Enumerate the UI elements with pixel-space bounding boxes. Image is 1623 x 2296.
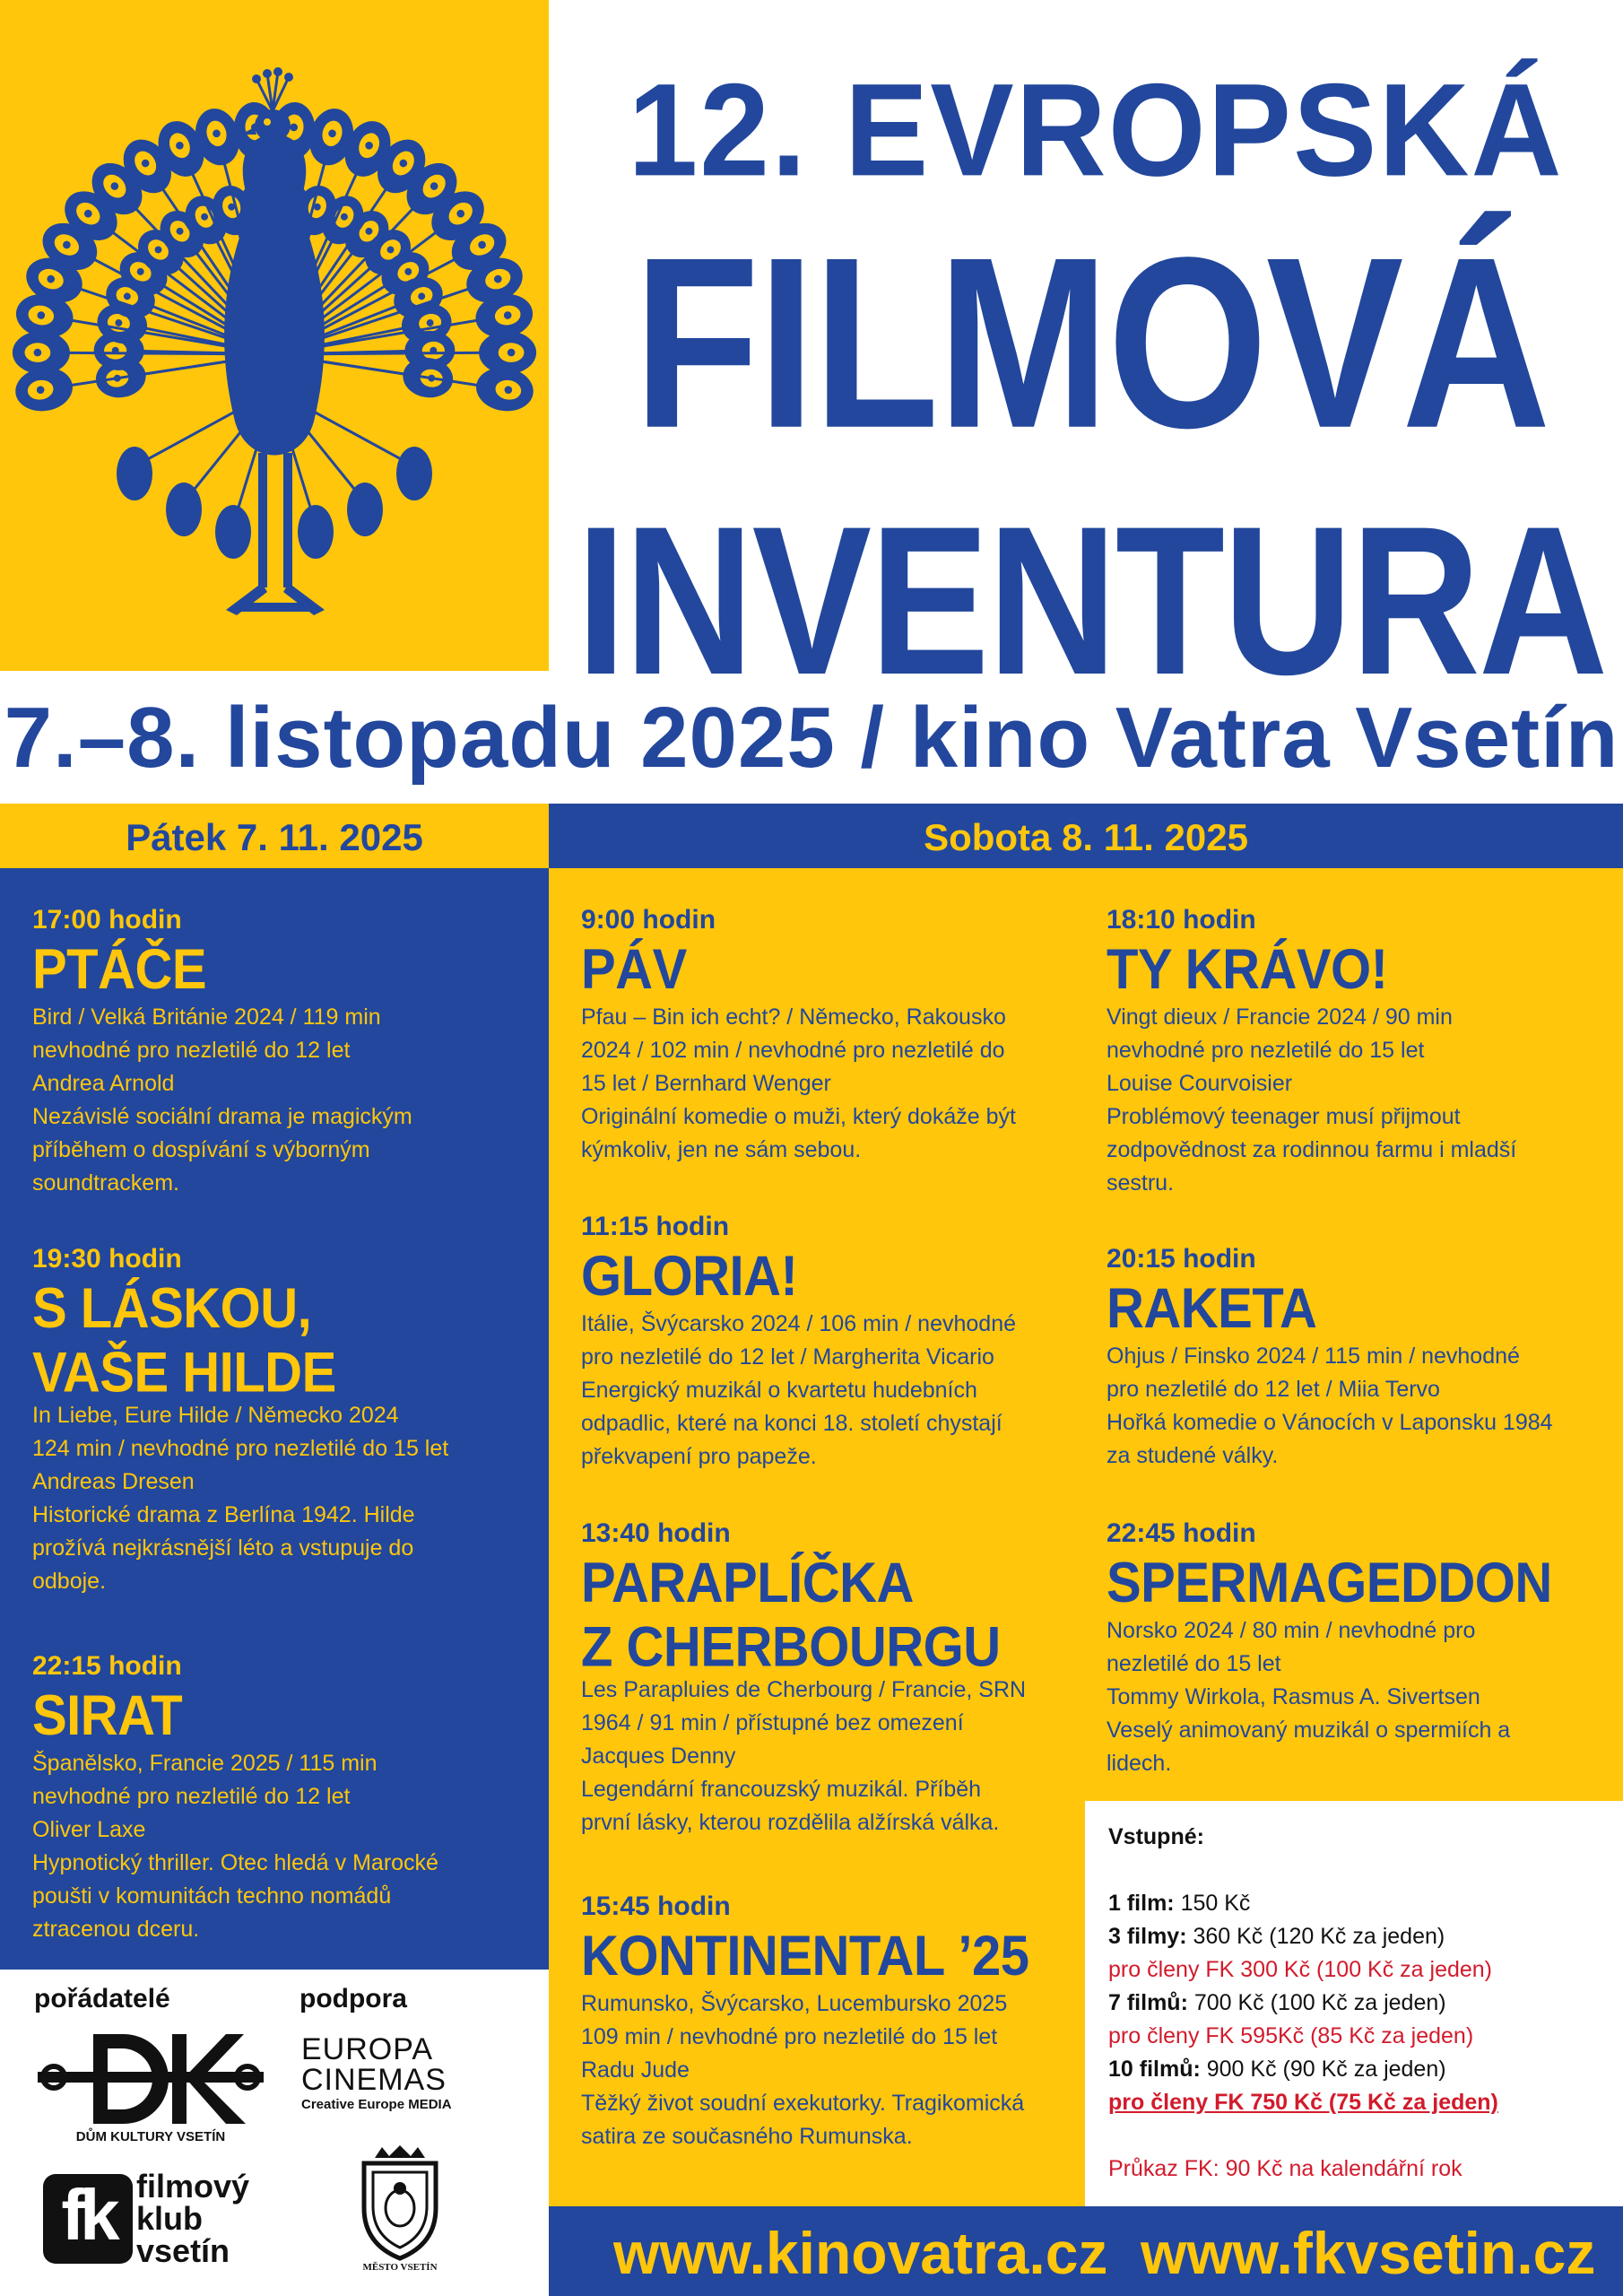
fkvsetin-link[interactable]: www.fkvsetin.cz	[1141, 2220, 1596, 2286]
saturday-header: Sobota 8. 11. 2025	[549, 804, 1623, 868]
film-title: KONTINENTAL ’25	[581, 1925, 1029, 1988]
film-info-line: Andreas Dresen	[32, 1469, 195, 1494]
film-gloria	[581, 1211, 1016, 1474]
film-info-line: soundtrackem.	[32, 1170, 179, 1196]
film-title: TY KRÁVO!	[1107, 938, 1388, 1002]
film-info-line: odpadlic, které na konci 18. století chystají	[581, 1411, 1002, 1436]
film-info	[1107, 1001, 1516, 1200]
film-s-laskou-vase-hilde	[32, 1243, 448, 1598]
film-info-line: In Liebe, Eure Hilde / Německo 2024	[32, 1403, 399, 1428]
film-info-line: prožívá nejkrásnější léto a vstupuje do	[32, 1535, 414, 1561]
film-info-line: Jacques Denny	[581, 1744, 736, 1769]
film-sirat	[32, 1650, 438, 1946]
film-ty-kravo	[1107, 904, 1516, 1200]
film-info	[32, 1747, 438, 1946]
ec-line-2: CINEMAS	[301, 2063, 447, 2097]
film-info	[581, 1001, 1016, 1167]
film-info-line: Norsko 2024 / 80 min / nevhodné pro	[1107, 1618, 1476, 1643]
price-row: 7 filmů: 700 Kč (100 Kč za jeden)	[1108, 1990, 1446, 2015]
peacock-logo-panel	[0, 0, 549, 671]
film-kontinental-25	[581, 1891, 1029, 2153]
film-title: PTÁČE	[32, 938, 207, 1002]
film-info-line: nevhodné pro nezletilé do 12 let	[32, 1784, 351, 1809]
film-title: GLORIA!	[581, 1245, 798, 1309]
title-line-3: INVENTURA	[576, 483, 1607, 719]
film-info-line: odboje.	[32, 1569, 107, 1594]
film-info-line: kýmkoliv, jen ne sám sebou.	[581, 1137, 862, 1162]
film-info-line: Oliver Laxe	[32, 1817, 146, 1842]
film-info-line: Problémový teenager musí přijmout	[1107, 1104, 1461, 1129]
film-info-line: Historické drama z Berlína 1942. Hilde	[32, 1502, 415, 1527]
film-time: 22:15 hodin	[32, 1651, 182, 1681]
film-info-line: nevhodné pro nezletilé do 15 let	[1107, 1038, 1425, 1063]
europa-cinemas-logo	[301, 2034, 490, 2112]
fk-mark: fk	[43, 2174, 133, 2264]
film-info-line: sestru.	[1107, 1170, 1175, 1196]
film-pav	[581, 904, 1016, 1167]
film-info-line: Radu Jude	[581, 2057, 690, 2083]
peacock-icon	[0, 0, 549, 671]
friday-header: Pátek 7. 11. 2025	[0, 804, 549, 868]
date-venue-line: 7.–8. listopadu 2025 / kino Vatra Vsetín	[4, 690, 1619, 786]
prices-header: Vstupné:	[1108, 1824, 1204, 1849]
film-time: 20:15 hodin	[1107, 1244, 1256, 1274]
film-info-line: první lásky, kterou rozdělila alžírská válka.	[581, 1810, 1000, 1835]
film-info-line: Vingt dieux / Francie 2024 / 90 min	[1107, 1004, 1453, 1030]
film-time: 17:00 hodin	[32, 905, 182, 935]
film-info-line: 109 min / nevhodné pro nezletilé do 15 let	[581, 2024, 998, 2049]
film-info-line: Les Parapluies de Cherbourg / Francie, SRN	[581, 1677, 1027, 1702]
film-title: S LÁSKOU, VAŠE HILDE	[32, 1277, 336, 1405]
film-info	[581, 1987, 1029, 2153]
town-crest-icon	[355, 2145, 445, 2262]
film-info-line: Hořká komedie o Vánocích v Laponsku 1984	[1107, 1410, 1553, 1435]
film-info-line: překvapení pro papeže.	[581, 1444, 817, 1469]
price-row: 3 filmy: 360 Kč (120 Kč za jeden)	[1108, 1924, 1445, 1949]
film-info-line: poušti v komunitách techno nomádů	[32, 1883, 392, 1909]
film-info-line: Ohjus / Finsko 2024 / 115 min / nevhodné	[1107, 1344, 1520, 1369]
film-info-line: Veselý animovaný muzikál o spermiích a	[1107, 1718, 1511, 1743]
membership-card-price: Průkaz FK: 90 Kč na kalendářní rok	[1108, 2156, 1462, 2181]
film-info-line: příběhem o dospívání s výborným	[32, 1137, 370, 1162]
film-info-line: Louise Courvoisier	[1107, 1071, 1293, 1096]
film-info	[581, 1308, 1016, 1474]
admission-prices	[1085, 1801, 1623, 2212]
ec-line-1: EUROPA	[301, 2032, 434, 2066]
film-info-line: Rumunsko, Švýcarsko, Lucembursko 2025	[581, 1991, 1008, 2016]
film-info-line: Andrea Arnold	[32, 1071, 175, 1096]
film-info-line: 2024 / 102 min / nevhodné pro nezletilé do	[581, 1038, 1005, 1063]
price-row-member: pro členy FK 595Kč (85 Kč za jeden)	[1108, 2023, 1474, 2048]
film-title: SIRAT	[32, 1684, 183, 1748]
festival-title	[549, 0, 1623, 719]
film-info	[1107, 1614, 1552, 1780]
filmovy-klub-logo	[43, 2170, 276, 2269]
film-info	[32, 1399, 448, 1598]
film-info-line: nevhodné pro nezletilé do 12 let	[32, 1038, 351, 1063]
ec-line-3: Creative Europe MEDIA	[301, 2097, 452, 2112]
film-time: 13:40 hodin	[581, 1518, 731, 1548]
film-time: 19:30 hodin	[32, 1244, 182, 1274]
film-info-line: Těžký život soudní exekutorky. Tragikomická	[581, 2091, 1025, 2116]
film-info-line: Energický muzikál o kvartetu hudebních	[581, 1378, 977, 1403]
film-info-line: nezletilé do 15 let	[1107, 1651, 1281, 1676]
support-label: podpora	[299, 1984, 407, 2013]
film-time: 11:15 hodin	[581, 1212, 730, 1241]
friday-column	[0, 868, 549, 1970]
film-time: 15:45 hodin	[581, 1892, 731, 1921]
film-info-line: lidech.	[1107, 1751, 1172, 1776]
price-row-member: pro členy FK 300 Kč (100 Kč za jeden)	[1108, 1957, 1493, 1982]
dum-kultury-logo	[34, 2029, 267, 2127]
film-info-line: Originální komedie o muži, který dokáže být	[581, 1104, 1016, 1129]
film-title: RAKETA	[1107, 1277, 1317, 1341]
film-info-line: Tommy Wirkola, Rasmus A. Sivertsen	[1107, 1684, 1480, 1709]
film-title: SPERMAGEDDON	[1107, 1552, 1552, 1615]
title-line-1: 12. EVROPSKÁ	[628, 56, 1564, 204]
film-paraplicka-z-cherbourgu	[581, 1518, 1026, 1839]
film-info	[32, 1001, 412, 1200]
town-caption: MĚSTO VSETÍN	[362, 2262, 438, 2273]
film-info-line: Itálie, Švýcarsko 2024 / 106 min / nevhodné	[581, 1311, 1017, 1336]
film-info-line: satira ze současného Rumunska.	[581, 2124, 913, 2149]
film-info-line: Pfau – Bin ich echt? / Německo, Rakousko	[581, 1004, 1006, 1030]
film-info-line: zodpovědnost za rodinnou farmu i mladší	[1107, 1137, 1517, 1162]
film-info-line: 124 min / nevhodné pro nezletilé do 15 let	[32, 1436, 449, 1461]
film-info-line: Hypnotický thriller. Otec hledá v Marocké	[32, 1850, 438, 1875]
title-line-2: FILMOVÁ	[633, 206, 1549, 479]
kinovatra-link[interactable]: www.kinovatra.cz	[613, 2220, 1108, 2286]
film-ptace	[32, 904, 412, 1200]
film-info-line: Bird / Velká Británie 2024 / 119 min	[32, 1004, 381, 1030]
dum-kultury-caption: DŮM KULTURY VSETÍN	[75, 2129, 226, 2144]
fk-text: filmový klub vsetín	[136, 2168, 250, 2269]
film-info-line: Španělsko, Francie 2025 / 115 min	[32, 1751, 378, 1776]
price-row: 10 filmů: 900 Kč (90 Kč za jeden)	[1108, 2057, 1446, 2082]
film-info-line: ztracenou dceru.	[32, 1917, 200, 1942]
website-bar	[549, 2206, 1623, 2296]
film-info	[1107, 1340, 1553, 1473]
price-row: 1 film: 150 Kč	[1108, 1891, 1251, 1916]
organizers-label: pořádatelé	[34, 1984, 170, 2013]
film-raketa	[1107, 1243, 1553, 1473]
film-title: PÁV	[581, 938, 687, 1002]
film-info-line: pro nezletilé do 12 let / Miia Tervo	[1107, 1377, 1440, 1402]
film-info-line: Legendární francouzský muzikál. Příběh	[581, 1777, 982, 1802]
film-info	[581, 1674, 1026, 1839]
film-info-line: pro nezletilé do 12 let / Margherita Vicario	[581, 1344, 994, 1370]
film-info-line: 15 let / Bernhard Wenger	[581, 1071, 831, 1096]
film-info-line: za studené války.	[1107, 1443, 1279, 1468]
film-title: PARAPLÍČKA Z CHERBOURGU	[581, 1552, 1001, 1679]
film-info-line: Nezávislé sociální drama je magickým	[32, 1104, 412, 1129]
film-spermageddon	[1107, 1518, 1552, 1780]
film-time: 18:10 hodin	[1107, 905, 1256, 935]
film-info-line: 1964 / 91 min / přístupné bez omezení	[581, 1710, 964, 1735]
price-row-member-highlight: pro členy FK 750 Kč (75 Kč za jeden)	[1108, 2090, 1498, 2115]
film-time: 22:45 hodin	[1107, 1518, 1256, 1548]
film-time: 9:00 hodin	[581, 905, 716, 935]
